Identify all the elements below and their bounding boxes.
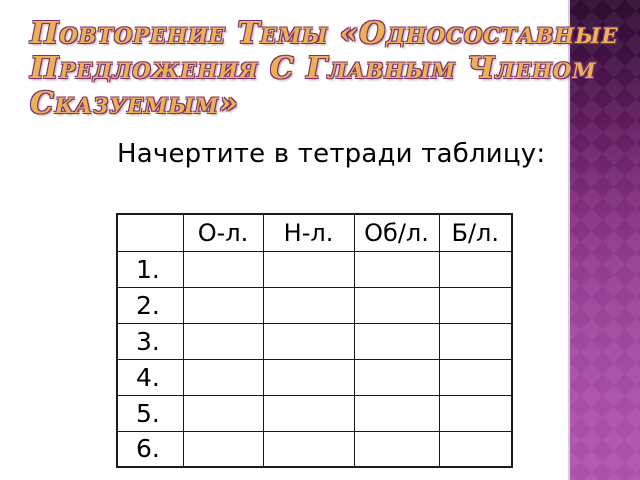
row-label-cell: 2. [117,287,183,323]
empty-cell [183,431,263,467]
empty-cell [263,395,354,431]
table-row [117,431,512,467]
row-label-cell: 4. [117,359,183,395]
slide-title-line-3: Сказуемым» [30,86,239,121]
row-label-cell: 3. [117,323,183,359]
empty-cell [439,431,512,467]
table-row [117,251,512,287]
row-label-cell: 6. [117,431,183,467]
empty-cell [263,359,354,395]
table-header-cell-nl: Н-л. [263,214,354,251]
empty-cell [354,395,439,431]
table-header-cell-bl: Б/л. [439,214,512,251]
empty-cell [439,251,512,287]
row-label-cell: 5. [117,395,183,431]
table-row [117,395,512,431]
empty-cell [354,359,439,395]
notebook-table [116,213,513,468]
table-row [117,287,512,323]
empty-cell [183,359,263,395]
slide-title-line-1: Повторение Темы «Односоставные [30,16,619,51]
table-header-cell-empty [117,214,183,251]
empty-cell [354,431,439,467]
empty-cell [263,287,354,323]
table-header-row [117,214,512,251]
empty-cell [263,323,354,359]
instruction-text: Начертите в тетради таблицу: [117,139,546,169]
empty-cell [183,287,263,323]
empty-cell [263,431,354,467]
empty-cell [439,359,512,395]
empty-cell [439,395,512,431]
empty-cell [183,395,263,431]
empty-cell [183,251,263,287]
empty-cell [183,323,263,359]
row-label-cell: 1. [117,251,183,287]
empty-cell [354,251,439,287]
slide-title-line-2: Предложения С Главным Членом [30,51,597,86]
table-row [117,359,512,395]
table-header-cell-obl: Об/л. [354,214,439,251]
empty-cell [439,287,512,323]
table-row [117,323,512,359]
empty-cell [263,251,354,287]
slide-title [30,16,632,121]
empty-cell [439,323,512,359]
empty-cell [354,323,439,359]
empty-cell [354,287,439,323]
table-header-cell-ol: О-л. [183,214,263,251]
